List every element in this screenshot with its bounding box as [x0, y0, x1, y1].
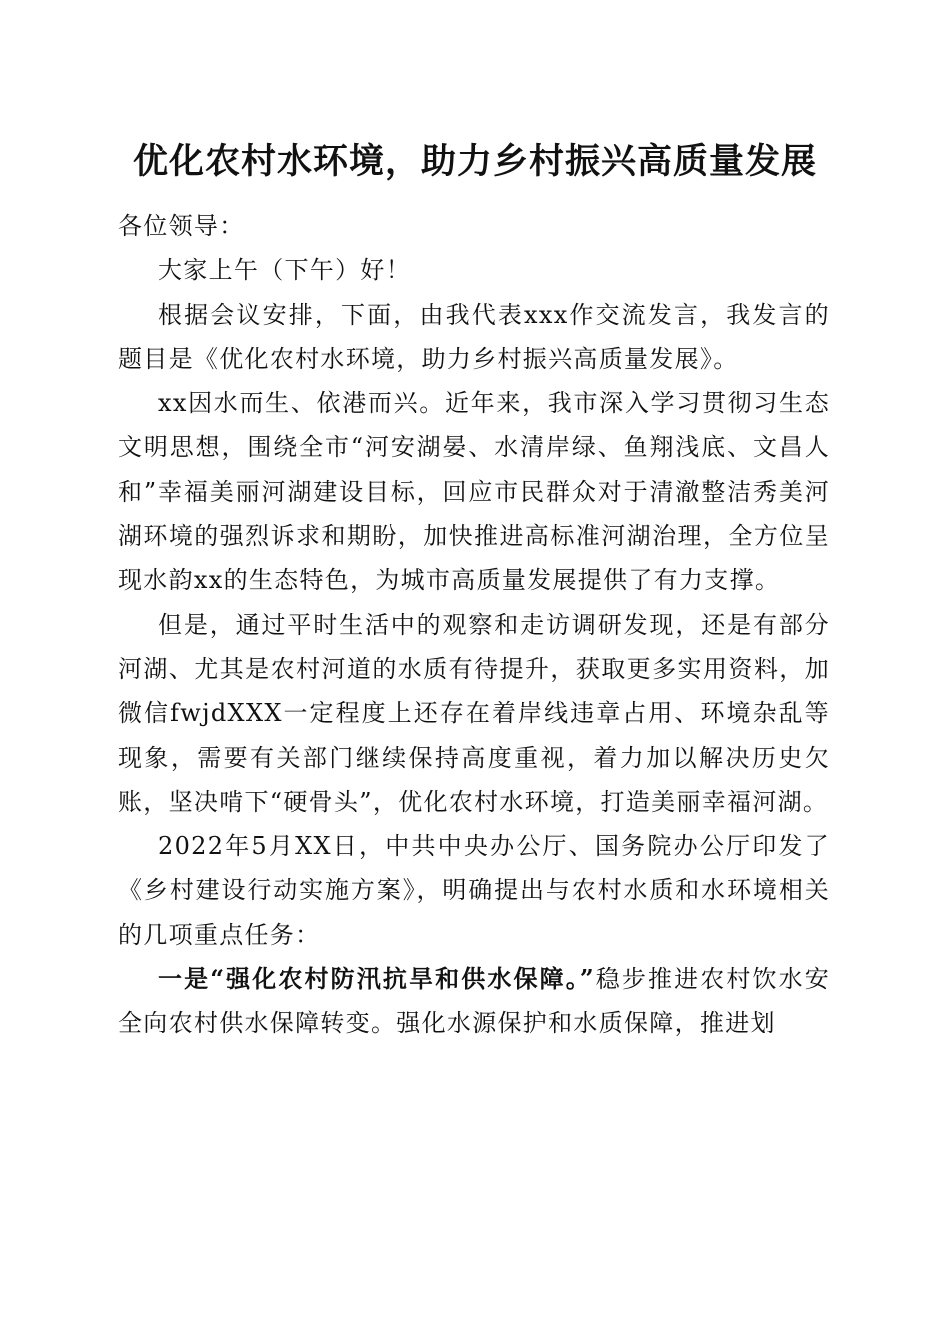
paragraph-policy: 2022年5月XX日，中共中央办公厅、国务院办公厅印发了《乡村建设行动实施方案》，明确提出与农村水质和水环境相关的几项重点任务： — [118, 832, 830, 949]
greeting: 大家上午（下午）好！ — [158, 256, 411, 285]
document-body — [118, 204, 830, 1046]
task-one-heading: 一是“强化农村防汛抗旱和供水保障。” — [158, 964, 595, 994]
paragraph-intro: 根据会议安排，下面，由我代表xxx作交流发言，我发言的题目是《优化农村水环境，助力乡村振兴高质量发展》。 — [118, 300, 830, 373]
paragraph-problems: 但是，通过平时生活中的观察和走访调研发现，还是有部分河湖、尤其是农村河道的水质有待提升，获取更多实用资料，加微信fwjdXXX一定程度上还存在着岸线违章占用、环境杂乱等现象，需要有关部门继续保持高度重视，着力加以解决历史欠账，坚决啃下“硬骨头”，优化农村水环境，打造美丽幸福河湖。 — [118, 610, 830, 816]
paragraph-background: xx因水而生、依港而兴。近年来，我市深入学习贯彻习生态文明思想，围绕全市“河安湖晏、水清岸绿、鱼翔浅底、文昌人和”幸福美丽河湖建设目标，回应市民群众对于清澈整洁秀美河湖环境的强烈诉求和期盼，加快推进高标准河湖治理，全方位呈现水韵xx的生态特色，为城市高质量发展提供了有力支撑。 — [118, 389, 830, 595]
paragraph-task-one — [118, 957, 830, 1046]
document-title: 优化农村水环境，助力乡村振兴高质量发展 — [132, 141, 817, 182]
task-one-text: 稳步推进农村饮水安全向农村供水保障转变。强化水源保护和水质保障，推进划 — [118, 965, 831, 1038]
salutation: 各位领导： — [118, 212, 245, 240]
